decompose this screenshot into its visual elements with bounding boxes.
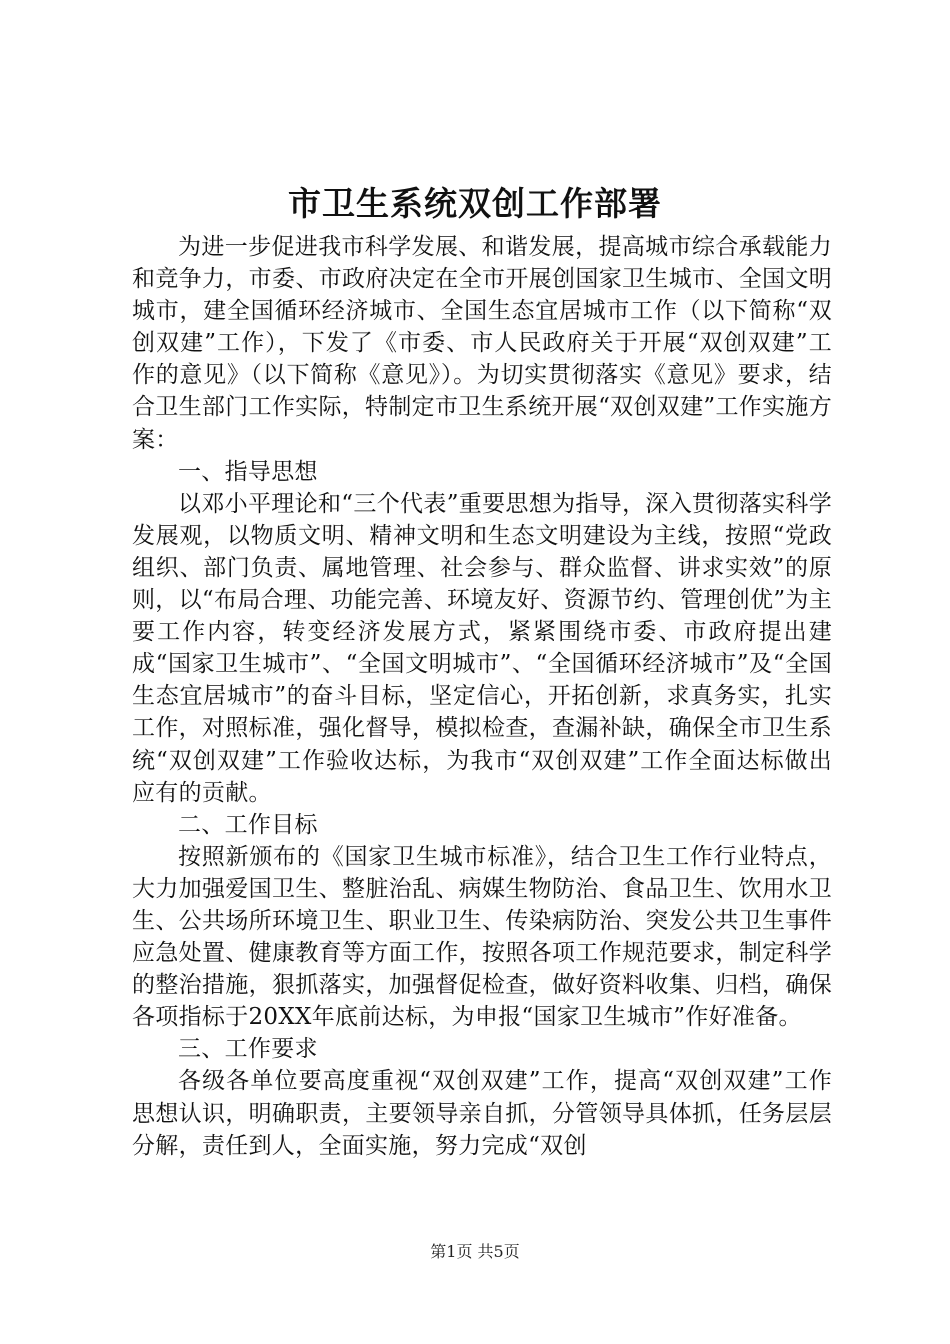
document-title: 市卫生系统双创工作部署 <box>288 184 662 223</box>
section-heading-work-goals: 二、工作目标 <box>178 811 318 838</box>
work-goals-paragraph: 按照新颁布的《国家卫生城市标准》，结合卫生工作行业特点，大力加强爱国卫生、整脏治乱、病媒生物防治、食品卫生、饮用水卫生、公共场所环境卫生、职业卫生、传染病防治、突发公共卫生事件应急处置、健康教育等方面工作，按照各项工作规范要求，制定科学的整治措施，狠抓落实，加强督促检查，做好资料收集、归档，确保各项指标于20XX年底前达标，为申报“国家卫生城市”作好准备。 <box>132 843 832 1031</box>
document-body <box>132 231 832 1162</box>
work-requirements-paragraph: 各级各单位要高度重视“双创双建”工作，提高“双创双建”工作思想认识，明确职责，主要领导亲自抓，分管领导具体抓，任务层层分解，责任到人，全面实施，努力完成“双创 <box>132 1068 832 1159</box>
guiding-ideology-paragraph: 以邓小平理论和“三个代表”重要思想为指导，深入贯彻落实科学发展观，以物质文明、精神文明和生态文明建设为主线，按照“党政组织、部门负责、属地管理、社会参与、群众监督、讲求实效”的原则，以“布局合理、功能完善、环境友好、资源节约、管理创优”为主要工作内容，转变经济发展方式，紧紧围绕市委、市政府提出建成“国家卫生城市”、“全国文明城市”、“全国循环经济城市”及“全国生态宜居城市”的奋斗目标，坚定信心，开拓创新，求真务实，扎实工作，对照标准，强化督导，模拟检查，查漏补缺，确保全市卫生系统“双创双建”工作验收达标，为我市“双创双建”工作全面达标做出应有的贡献。 <box>132 490 832 806</box>
intro-paragraph: 为进一步促进我市科学发展、和谐发展，提高城市综合承载能力和竞争力，市委、市政府决定在全市开展创国家卫生城市、全国文明城市，建全国循环经济城市、全国生态宜居城市工作（以下简称“双创双建”工作），下发了《市委、市人民政府关于开展“双创双建”工作的意见》（以下简称《意见》）。为切实贯彻落实《意见》要求，结合卫生部门工作实际，特制定市卫生系统开展“双创双建”工作实施方案： <box>132 234 832 453</box>
section-heading-guiding-ideology: 一、指导思想 <box>178 458 318 485</box>
page-footer: 第1页 共5页 <box>430 1242 520 1261</box>
section-heading-work-requirements: 三、工作要求 <box>178 1036 318 1063</box>
